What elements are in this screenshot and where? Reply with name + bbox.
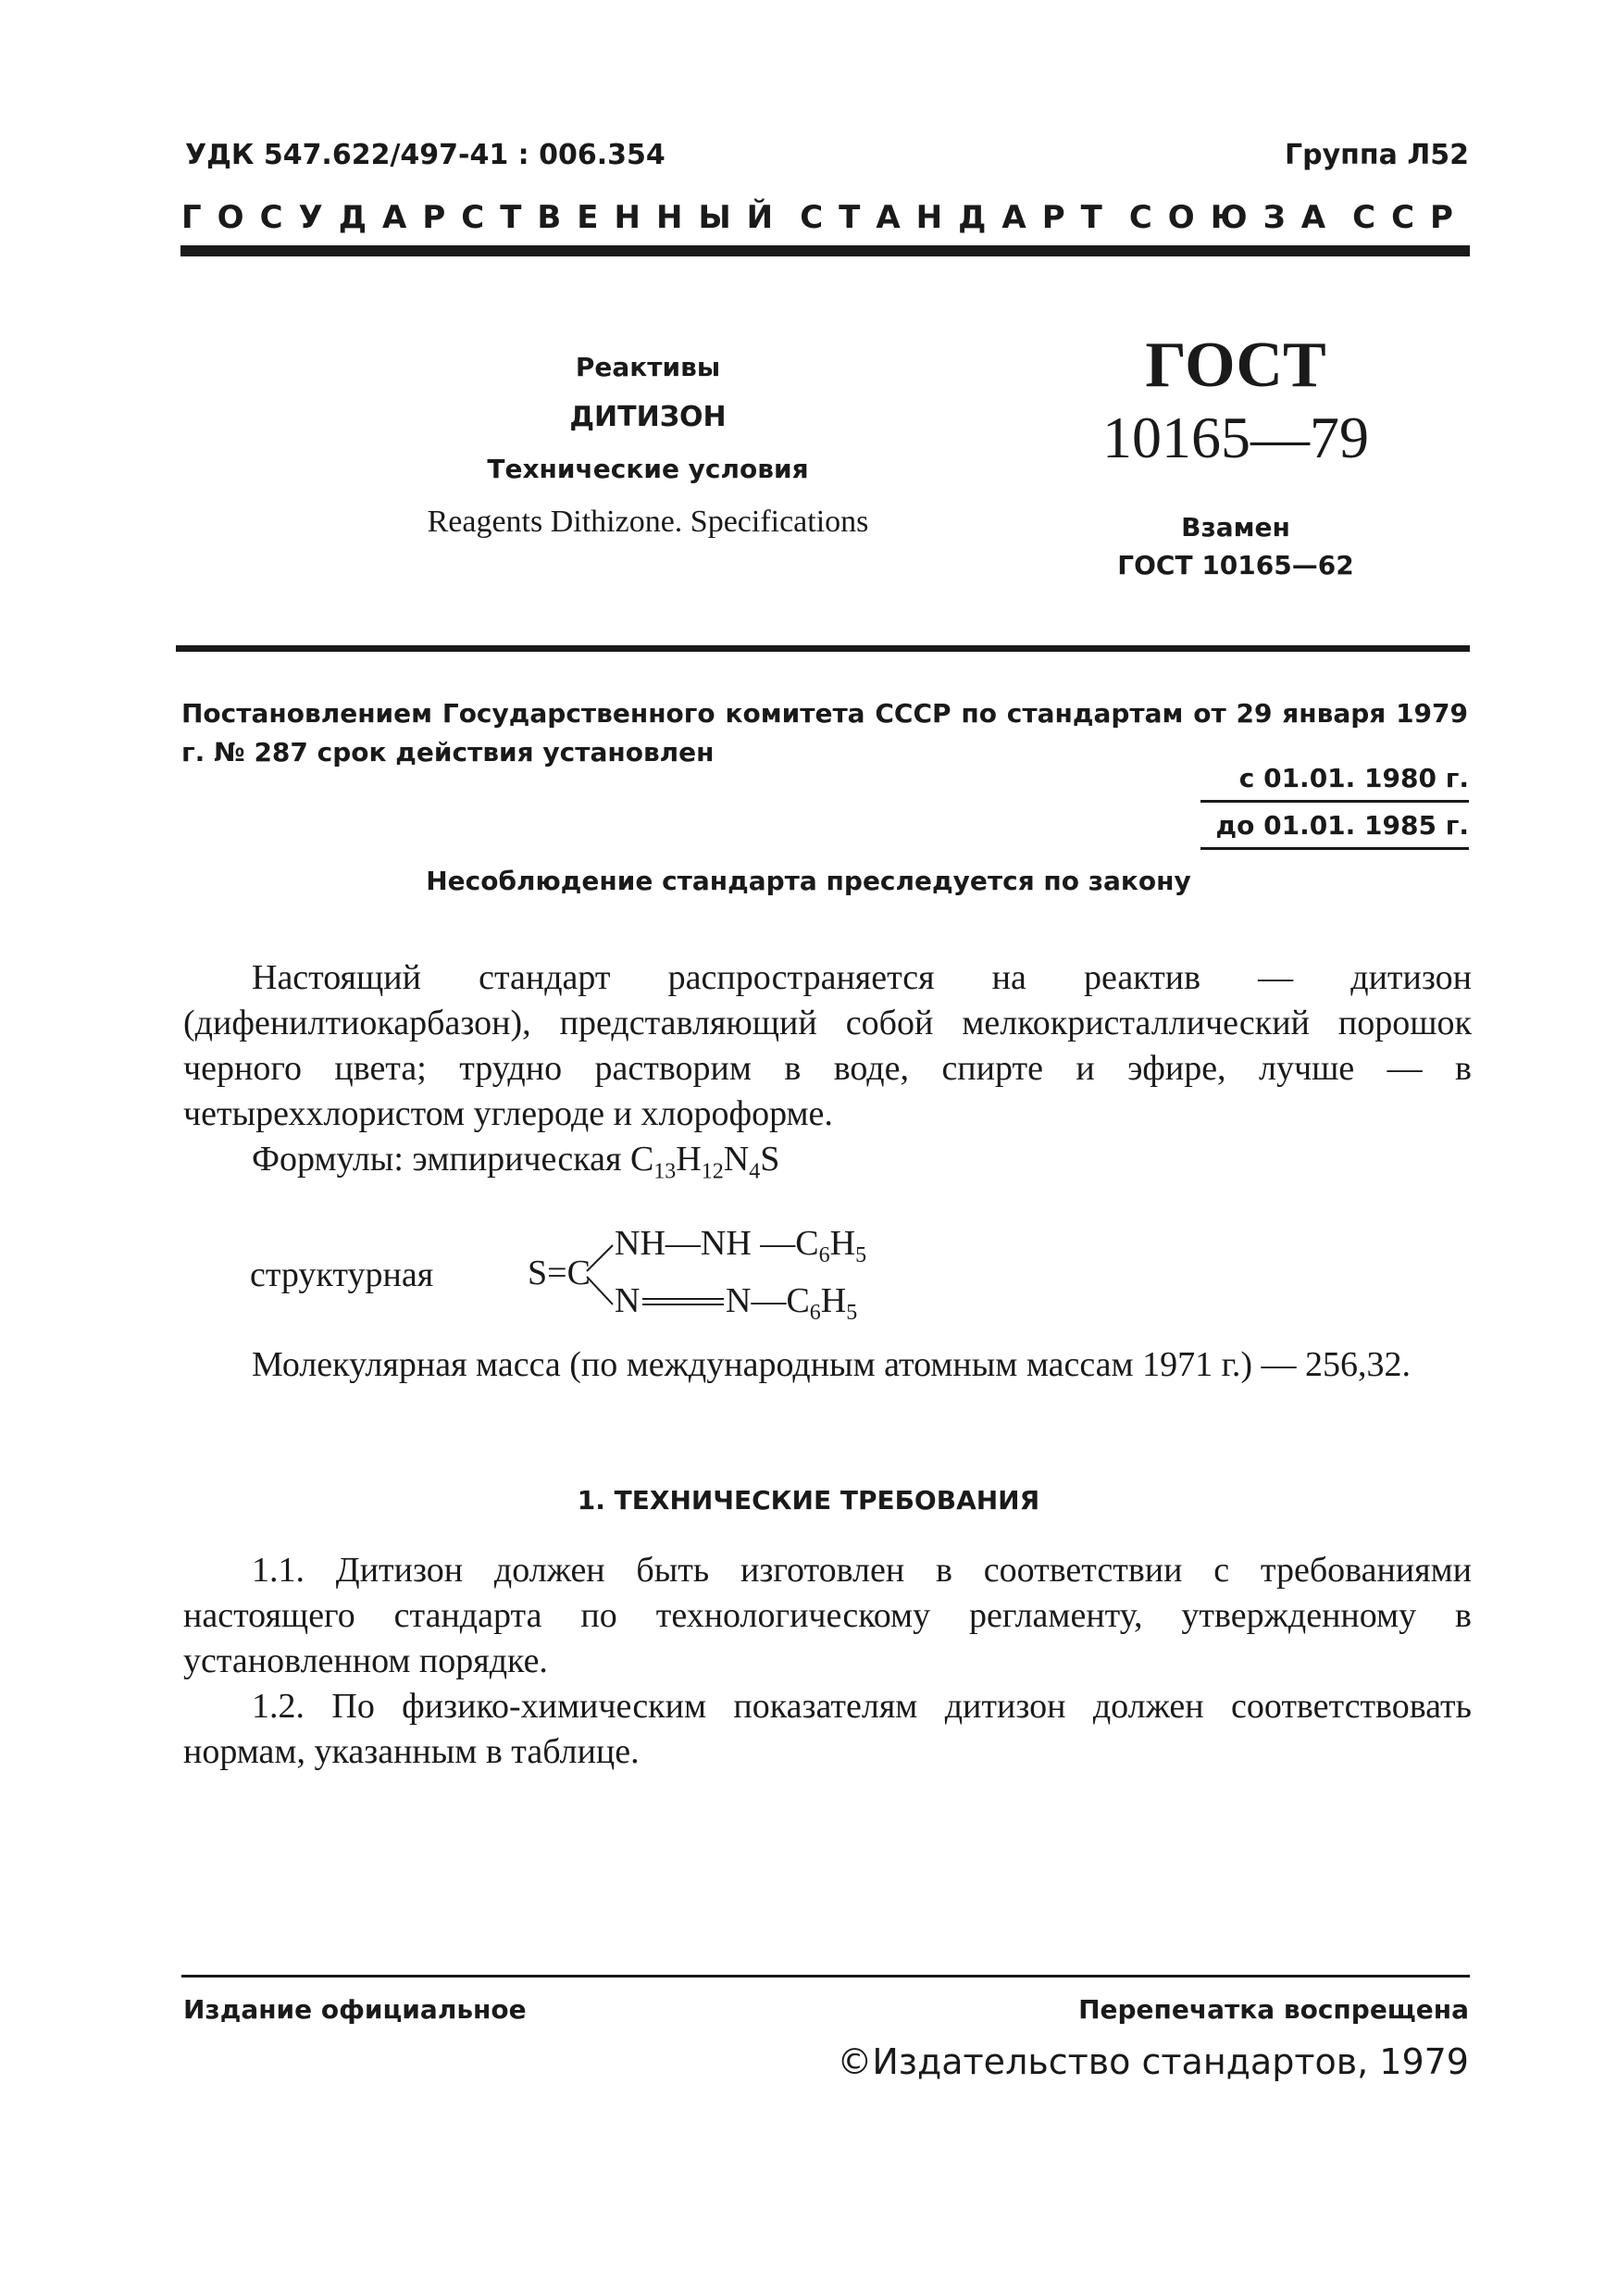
banner-word: СТАНДАРТ bbox=[800, 199, 1118, 236]
valid-from: с 01.01. 1980 г. bbox=[1200, 759, 1469, 803]
category-label: Реактивы bbox=[575, 352, 721, 382]
replaces-standard: ГОСТ 10165—62 bbox=[1117, 550, 1354, 580]
group-code: Группа Л52 bbox=[1285, 139, 1469, 171]
state-standard-banner bbox=[181, 199, 1469, 236]
gost-label: ГОСТ bbox=[1145, 330, 1326, 401]
bond-up bbox=[587, 1245, 613, 1271]
validity-dates bbox=[1200, 759, 1469, 850]
legal-warning: Несоблюдение стандарта преследуется по закону bbox=[426, 866, 1191, 896]
reprint-prohibited: Перепечатка воспрещена bbox=[1078, 1994, 1469, 2025]
top-rule bbox=[180, 245, 1470, 256]
official-edition: Издание официальное bbox=[183, 1994, 527, 2025]
clause-1-2: 1.2. По физико-химическим показателям дитизон должен соответствовать нормам, указанным в таблице. bbox=[183, 1687, 1472, 1771]
gost-number: 10165—79 bbox=[1102, 405, 1369, 470]
valid-to: до 01.01. 1985 г. bbox=[1200, 806, 1469, 850]
banner-word: СОЮЗА bbox=[1128, 199, 1342, 236]
english-title: Reagents Dithizone. Specifications bbox=[427, 505, 869, 539]
structural-label: структурная bbox=[250, 1255, 434, 1294]
title-block bbox=[278, 352, 1018, 540]
top-branch-text: NH—NH $—C_6H_5$ bbox=[615, 1224, 867, 1267]
structural-formula bbox=[250, 1217, 1083, 1338]
s-eq-c-text: S=C bbox=[528, 1254, 591, 1292]
gost-block bbox=[1083, 329, 1388, 580]
intro-paragraph: Настоящий стандарт распространяется на реактив — дитизон (дифенилтиокарбазон), представляющий собой мелкокристаллический порошок черного цвета; трудно растворим в воде, спирте и эфире, лучше — в четыреххлористом углероде и хлороформе. bbox=[183, 958, 1472, 1133]
replaces-label: Взамен bbox=[1181, 512, 1290, 543]
bottom-n1: N bbox=[615, 1281, 641, 1320]
structural-formula-drawing bbox=[250, 1217, 1083, 1338]
middle-rule bbox=[176, 645, 1470, 652]
document-subtitle: Технические условия bbox=[487, 454, 809, 484]
copyright: ©Издательство стандартов, 1979 bbox=[837, 2041, 1469, 2082]
empirical-value: $C_{13}H_{12}N_4S$ bbox=[629, 1140, 780, 1184]
decree-text: Постановлением Государственного комитета СССР по стандартам от 29 января 1979 г. № 287 срок действия установлен bbox=[181, 698, 1468, 767]
section-1-title: 1. ТЕХНИЧЕСКИЕ ТРЕБОВАНИЯ bbox=[577, 1485, 1040, 1516]
bond-down bbox=[587, 1277, 613, 1304]
udk-code: УДК 547.622/497-41 : 006.354 bbox=[185, 139, 665, 171]
banner-word: ГОСУДАРСТВЕННЫЙ bbox=[181, 199, 790, 236]
product-name: ДИТИЗОН bbox=[569, 401, 727, 433]
banner-word: ССР bbox=[1352, 199, 1469, 236]
clause-1-1: 1.1. Дитизон должен быть изготовлен в соответствии с требованиями настоящего стандарта по технологическому регламенту, утвержденному в установленном порядке. bbox=[183, 1551, 1472, 1680]
molar-mass-paragraph: Молекулярная масса (по международным атомным массам 1971 г.) — 256,32. bbox=[252, 1345, 1412, 1384]
bottom-n2-text: $N—C_6H_5$ bbox=[726, 1281, 858, 1325]
empirical-formula bbox=[252, 1139, 779, 1185]
empirical-label: Формулы: эмпирическая bbox=[252, 1140, 622, 1179]
footer-rule bbox=[181, 1975, 1470, 1978]
